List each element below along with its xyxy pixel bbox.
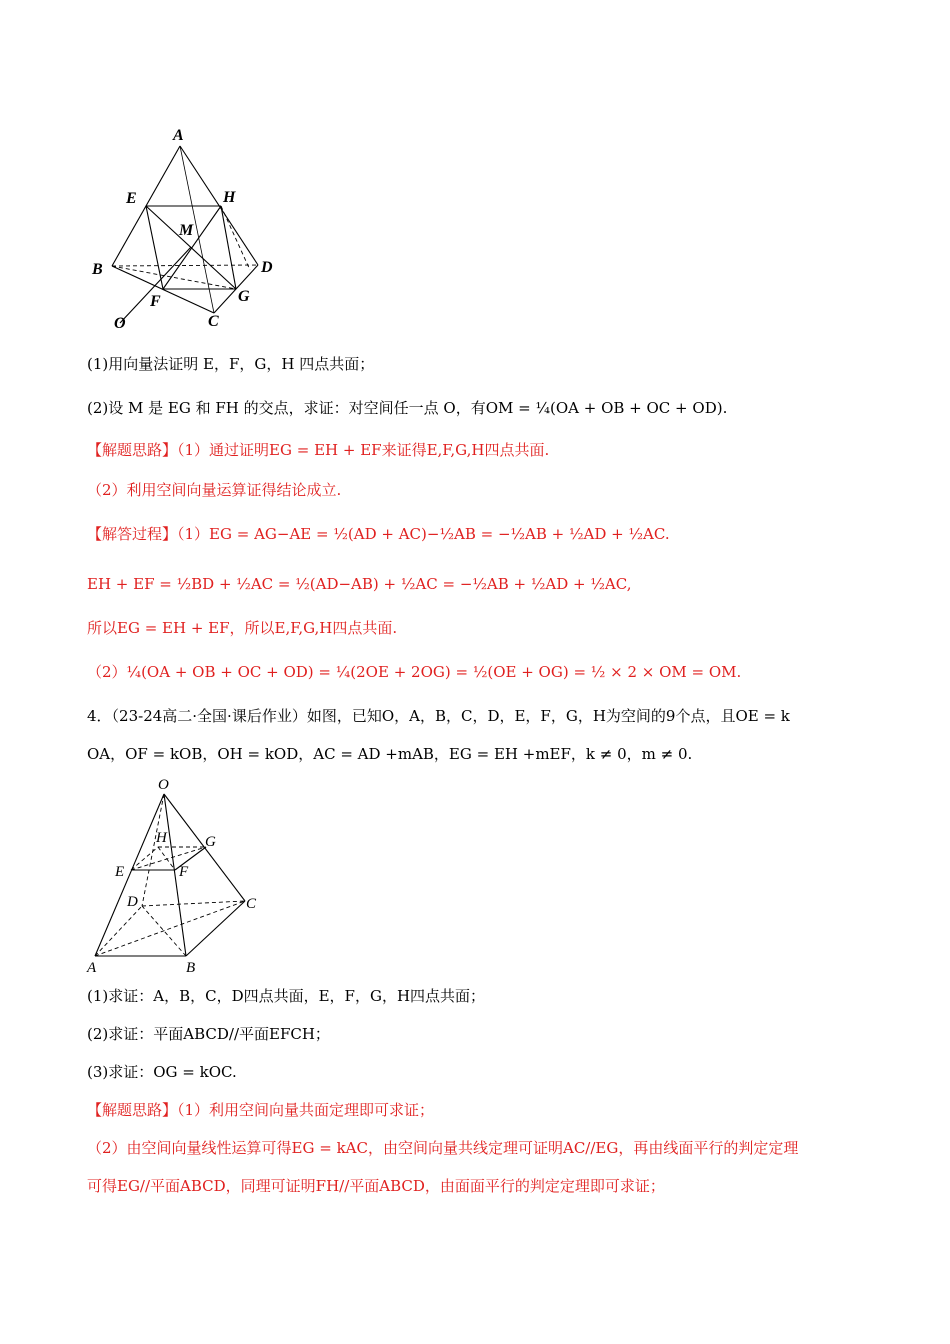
- label-A: A: [173, 127, 184, 144]
- p3-hint-1: [87, 440, 549, 460]
- p3-solution-1: [87, 524, 670, 544]
- p3-solution-label: 【解答过程】: [87, 525, 178, 543]
- p4-hint-3: 可得EG//平面ABCD，同理可证明FH//平面ABCD，由面面平行的判定定理即可求证；: [87, 1177, 665, 1195]
- label-M: M: [179, 222, 194, 239]
- p4-stem-1: 4．（23-24高二·全国·课后作业）如图，已知O，A，B，C，D，E，F，G，H为空间的9个点，且OE = k: [87, 707, 790, 725]
- p4-hint-1: [87, 1100, 434, 1120]
- p4-hint-2: （2）由空间向量线性运算可得EG = kAC，由空间向量共线定理可证明AC//EG，再由线面平行的判定定理: [87, 1139, 799, 1157]
- p4-question-3: (3)求证：OG = kOC.: [87, 1063, 237, 1081]
- label-B: B: [92, 261, 103, 278]
- p3-question-2: (2)设 M 是 EG 和 FH 的交点，求证：对空间任一点 O，有OM = ¼(OA + OB + OC + OD).: [87, 399, 728, 417]
- p3-solution-text-1: （1）EG = AG−AE = ½(AD + AC)−½AB = −½AB + ½AD + ½AC.: [177, 525, 670, 543]
- label-C: C: [246, 896, 257, 912]
- edge-EH: [131, 847, 158, 870]
- label-D: D: [127, 894, 138, 910]
- p3-question-1: (1)用向量法证明 E，F，G，H 四点共面；: [87, 355, 375, 373]
- label-O: O: [158, 777, 169, 793]
- label-F: F: [179, 864, 189, 880]
- edge-BG: [112, 266, 236, 289]
- edge-EG: [131, 847, 206, 870]
- label-F: F: [150, 293, 161, 310]
- label-O: O: [114, 315, 126, 332]
- p3-hint-text-1: （1）通过证明EG = EH + EF来证得E,F,G,H四点共面.: [177, 441, 550, 459]
- p4-stem-2: OA，OF = kOB，OH = kOD，AC = AD +mAB，EG = EH +mEF，k ≠ 0，m ≠ 0.: [87, 745, 693, 763]
- label-G: G: [205, 834, 216, 850]
- p4-question-1: (1)求证：A，B，C，D四点共面，E，F，G，H四点共面；: [87, 987, 486, 1005]
- p4-hint-text-1: （1）利用空间向量共面定理即可求证；: [177, 1101, 435, 1119]
- figure-pyramid: [82, 770, 282, 980]
- p3-solution-3: 所以EG = EH + EF，所以E,F,G,H四点共面.: [87, 619, 398, 637]
- label-D: D: [261, 259, 273, 276]
- edge-BC: [186, 901, 245, 956]
- edge-AC: [95, 901, 245, 956]
- edge-FH: [163, 206, 221, 289]
- label-A: A: [87, 960, 97, 976]
- label-E: E: [126, 190, 137, 207]
- p3-hint-2: （2）利用空间向量运算证得结论成立.: [87, 481, 342, 499]
- edge-OM: [120, 247, 191, 323]
- label-E: E: [115, 864, 125, 880]
- edge-EF: [146, 206, 163, 289]
- edge-HD: [221, 206, 250, 270]
- p4-question-2: (2)求证：平面ABCD//平面EFCH；: [87, 1025, 330, 1043]
- edge-DC: [142, 901, 245, 906]
- edge-OD: [142, 794, 164, 906]
- p3-hint-label: 【解题思路】: [87, 441, 178, 459]
- label-B: B: [186, 960, 196, 976]
- p4-hint-label: 【解题思路】: [87, 1101, 178, 1119]
- label-H: H: [223, 189, 236, 206]
- edge-OA: [95, 794, 164, 956]
- p3-solution-2: EH + EF = ½BD + ½AC = ½(AD−AB) + ½AC = −½AB + ½AD + ½AC,: [87, 575, 632, 593]
- label-G: G: [238, 288, 250, 305]
- label-H: H: [156, 830, 167, 846]
- figure-tetrahedron: [90, 120, 290, 335]
- label-C: C: [208, 313, 219, 330]
- p3-solution-4: （2）¼(OA + OB + OC + OD) = ¼(2OE + 2OG) = ½(OE + OG) = ½ × 2 × OM = OM.: [87, 663, 742, 681]
- edge-BD: [112, 265, 258, 266]
- edge-AD: [95, 906, 142, 956]
